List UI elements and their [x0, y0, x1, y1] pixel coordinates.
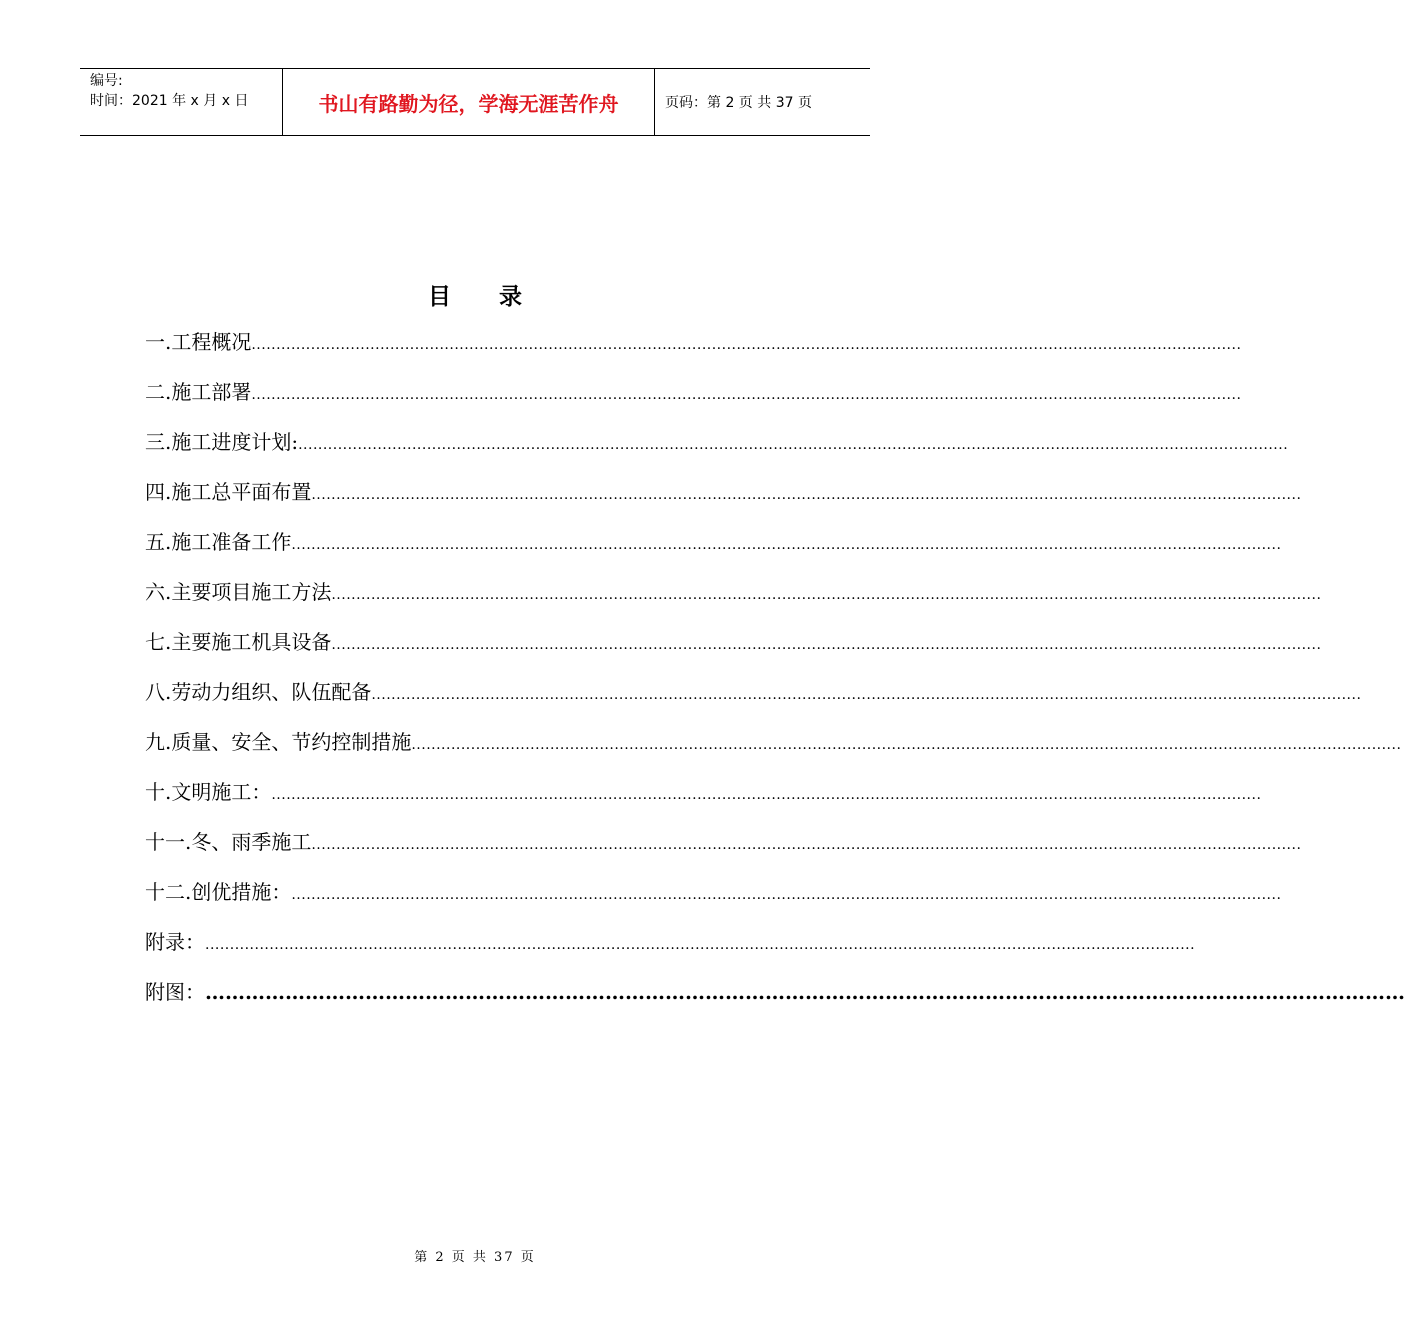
header-motto: 书山有路勤为径，学海无涯苦作舟 [282, 69, 655, 135]
toc-item[interactable] [145, 378, 1242, 428]
page-header [80, 68, 870, 136]
toc-item-number: 八. [145, 680, 172, 704]
toc-leader-dots: ........................................................................................................................................................................................................ [331, 587, 1322, 603]
toc-item-label: 质量、安全、节约控制措施 [171, 730, 412, 754]
toc-item-label: 劳动力组织、队伍配备 [171, 680, 372, 704]
header-page-info: 页码：第 2 页 共 37 页 [665, 95, 812, 111]
toc-item[interactable] [145, 928, 1196, 978]
toc-item-label: 施工总平面布置 [171, 480, 312, 504]
toc-leader-dots: ........................................................................................................................................................................................................ [205, 937, 1196, 953]
toc-item[interactable] [145, 428, 1289, 478]
toc-leader-dots: ........................................................................................................................................................................................................ [291, 537, 1282, 553]
toc-item-number: 十一. [145, 830, 192, 854]
toc-title-char-1: 目 [428, 284, 451, 310]
toc-item-number: 二. [145, 380, 172, 404]
time-line: 时间：2021 年 x 月 x 日 [90, 93, 249, 109]
toc-item-number: 十. [145, 780, 172, 804]
toc-item-number: 附图： [145, 980, 205, 1004]
toc-item[interactable] [145, 978, 1405, 1028]
toc-item[interactable] [145, 628, 1322, 678]
toc-item-label: 主要项目施工方法 [171, 580, 332, 604]
toc-item-label: 施工部署 [171, 380, 252, 404]
toc-item[interactable] [145, 778, 1262, 828]
toc-item-label: 冬、雨季施工 [191, 830, 312, 854]
toc-leader-dots: ........................................................................................................................................................................................................ [331, 637, 1322, 653]
toc-item[interactable] [145, 578, 1322, 628]
toc-item-number: 七. [145, 630, 172, 654]
toc-item-label: 文明施工： [171, 780, 272, 804]
toc-leader-dots: ........................................................................................................................................................................................................ [251, 387, 1242, 403]
toc-item-number: 十二. [145, 880, 192, 904]
toc-item-label: 施工准备工作 [171, 530, 292, 554]
toc-leader-dots: ........................................................................................................................................................................................................ [298, 437, 1289, 453]
code-label: 编号: [90, 73, 123, 89]
toc-item[interactable] [145, 878, 1282, 928]
toc-item-number: 附录： [145, 930, 205, 954]
toc-leader-dots: ........................................................................................................................................................................................................ [251, 337, 1242, 353]
toc-leader-dots: ........................................................................................................................................................................................................ [371, 687, 1362, 703]
toc-item[interactable] [145, 478, 1302, 528]
toc-item-number: 六. [145, 580, 172, 604]
toc-title [0, 278, 950, 311]
header-meta [80, 69, 282, 135]
toc-leader-dots: ........................................................................................................................................................................................................ [411, 737, 1402, 753]
toc-item[interactable] [145, 328, 1242, 378]
toc-item-label: 主要施工机具设备 [171, 630, 332, 654]
toc-item-label: 施工进度计划: [171, 430, 299, 454]
toc-leader-dots: ........................................................................................................................................................................................................ [311, 487, 1302, 503]
toc-leader-dots: ……………………………………………………………………………………………………………………………………………………………… [205, 980, 1405, 1004]
toc-title-char-2: 录 [499, 284, 522, 310]
toc-item[interactable] [145, 728, 1402, 778]
toc-item-label: 工程概况 [171, 330, 252, 354]
toc-item-number: 四. [145, 480, 172, 504]
toc-item[interactable] [145, 528, 1282, 578]
toc-item-number: 一. [145, 330, 172, 354]
toc-item[interactable] [145, 678, 1362, 728]
table-of-contents [145, 328, 1405, 1028]
toc-leader-dots: ........................................................................................................................................................................................................ [311, 837, 1302, 853]
toc-item-number: 三. [145, 430, 172, 454]
toc-leader-dots: ........................................................................................................................................................................................................ [291, 887, 1282, 903]
toc-item-label: 创优措施： [191, 880, 292, 904]
toc-item-number: 五. [145, 530, 172, 554]
toc-item-number: 九. [145, 730, 172, 754]
toc-item[interactable] [145, 828, 1302, 878]
page-footer: 第 2 页 共 37 页 [414, 1250, 536, 1265]
toc-leader-dots: ........................................................................................................................................................................................................ [271, 787, 1262, 803]
